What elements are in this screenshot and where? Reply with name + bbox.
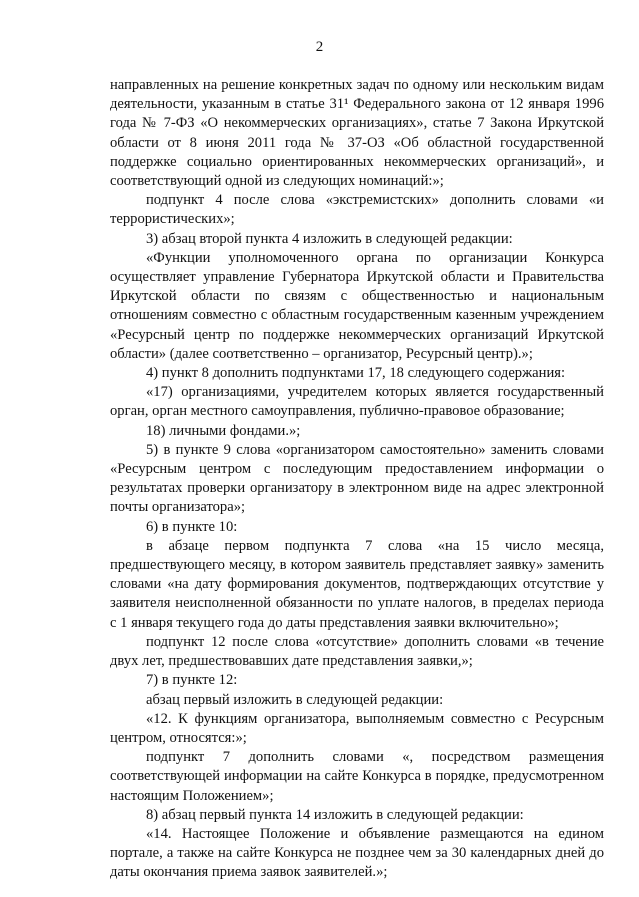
paragraph-item-8: 8) абзац первый пункта 14 изложить в следующей редакции: <box>146 806 524 823</box>
paragraph-subpoint-12: подпункт 12 после слова «отсутствие» дополнить словами «в течение двух лет, предшествовавших дате представления заявки,»; <box>110 633 604 670</box>
paragraph-point-14: «14. Настоящее Положение и объявление размещаются на едином портале, а также на сайте Конкурса не позднее чем за 30 календарных дней до даты окончания приема заявок заявителей.»; <box>110 825 604 881</box>
paragraph-item-3: 3) абзац второй пункта 4 изложить в следующей редакции: <box>146 230 513 247</box>
paragraph-item-4: 4) пункт 8 дополнить подпунктами 17, 18 следующего содержания: <box>146 365 566 382</box>
document-body <box>110 76 604 883</box>
paragraph-point-12: «12. К функциям организатора, выполняемым совместно с Ресурсным центром, относятся:»; <box>110 710 604 746</box>
paragraph-subpoint-7-addition: подпункт 7 дополнить словами «, посредством размещения соответствующей информации на сайте Конкурса в порядке, предусмотренном настоящим Положением»; <box>110 749 604 804</box>
paragraph-item-6: 6) в пункте 10: <box>146 518 238 535</box>
paragraph-functions-organizer: «Функции уполномоченного органа по организации Конкурса осуществляет управление Губернатора Иркутской области и Правительства Иркутской области по связям с общественностью и национальным отношениям совместно с областным государственным казенным учреждением «Ресурсный центр по поддержке некоммерческих организаций Иркутской области» (далее соответственно – организатор, Ресурсный центр).»; <box>110 249 604 362</box>
paragraph-item-5: 5) в пункте 9 слова «организатором самостоятельно» заменить словами «Ресурсным центром с последующим предоставлением информации о результатах проверки организатору в электронном виде на адрес электронной почты организатора»; <box>110 441 604 516</box>
paragraph-subpoint-17: «17) организациями, учредителем которых является государственный орган, орган местного самоуправления, публично-правовое образование; <box>110 384 604 420</box>
page-number: 2 <box>315 39 324 55</box>
paragraph-first-paragraph-edit: абзац первый изложить в следующей редакции: <box>146 691 444 708</box>
paragraph-nominations: направленных на решение конкретных задач по одному или нескольким видам деятельности, указанным в статье 31¹ Федерального закона от 12 января 1996 года № 7-ФЗ «О некоммерческих организациях», статье 7 Закона Иркутской области от 8 июня 2011 года № 37-ОЗ «Об областной государственной поддержке социально ориентированных некоммерческих организаций», и соответствующий одной из следующих номинаций:»; <box>110 77 604 190</box>
paragraph-item-7: 7) в пункте 12: <box>146 672 238 689</box>
paragraph-subpoint-4: подпункт 4 после слова «экстремистских» дополнить словами «и террористических»; <box>110 192 604 228</box>
paragraph-subpoint-7-change: в абзаце первом подпункта 7 слова «на 15 число месяца, предшествующего месяцу, в котором заявитель представляет заявку» заменить словами «на дату формирования документов, подтверждающих отсутствие у заявителя неисполненной обязанности по уплате налогов, в пределах периода с 1 января текущего года до даты представления заявки включительно»; <box>110 537 604 631</box>
paragraph-subpoint-18: 18) личными фондами.»; <box>146 422 301 439</box>
